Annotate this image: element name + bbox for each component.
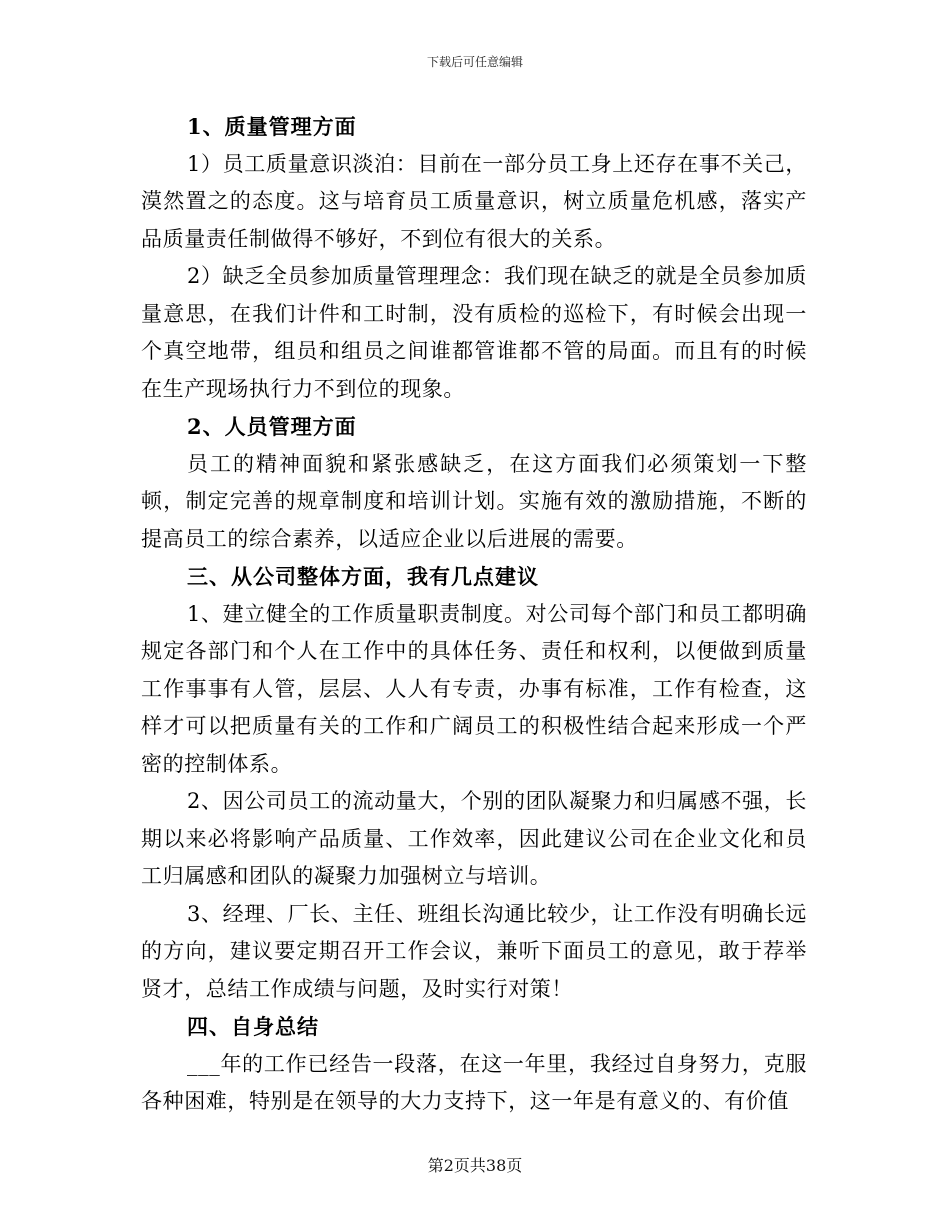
paragraph-personnel: 员工的精神面貌和紧张感缺乏，在这方面我们必须策划一下整顿，制定完善的规章制度和培训计划。实施有效的激励措施，不断的提高员工的综合素养，以适应企业以后进展的需要。 [141,451,807,551]
section-heading-personnel: 2、人员管理方面 [187,414,357,439]
paragraph-quality-participation: 2）缺乏全员参加质量管理理念：我们现在缺乏的就是全员参加质量意思，在我们计件和工时制，没有质检的巡检下，有时候会出现一个真空地带，组员和组员之间谁都管谁都不管的局面。而且有的时候在生产现场执行力不到位的现象。 [141,264,807,401]
paragraph-self-summary-text: 年的工作已经告一段落，在这一年里，我经过自身努力，克服各种困难，特别是在领导的大力支持下，这一年是有意义的、有价值 [141,1051,807,1113]
paragraph-self-summary [141,1046,807,1121]
page-footer: 第2页共38页 [427,1156,523,1175]
blank-year: ___ [187,1051,221,1076]
section-heading-quality: 1、质量管理方面 [187,114,357,139]
section-heading-suggestions: 三、从公司整体方面，我有几点建议 [187,564,539,589]
paragraph-suggestion-1: 1、建立健全的工作质量职责制度。对公司每个部门和员工都明确规定各部门和个人在工作中的具体任务、责任和权利，以便做到质量工作事事有人管，层层、人人有专责，办事有标准，工作有检查，这样才可以把质量有关的工作和广阔员工的积极性结合起来形成一个严密的控制体系。 [141,601,807,776]
section-heading-self-summary: 四、自身总结 [187,1014,319,1039]
paragraph-suggestion-2: 2、因公司员工的流动量大，个别的团队凝聚力和归属感不强，长期以来必将影响产品质量、工作效率，因此建议公司在企业文化和员工归属感和团队的凝聚力加强树立与培训。 [141,789,807,888]
document-body [141,108,807,1121]
page-header: 下载后可任意编辑 [426,55,523,69]
paragraph-quality-awareness: 1）员工质量意识淡泊：目前在一部分员工身上还存在事不关己，漠然置之的态度。这与培育员工质量意识，树立质量危机感，落实产品质量责任制做得不够好，不到位有很大的关系。 [141,151,807,251]
paragraph-suggestion-3: 3、经理、厂长、主任、班组长沟通比较少，让工作没有明确长远的方向，建议要定期召开工作会议，兼听下面员工的意见，敢于荐举贤才，总结工作成绩与问题，及时实行对策！ [141,901,807,1001]
